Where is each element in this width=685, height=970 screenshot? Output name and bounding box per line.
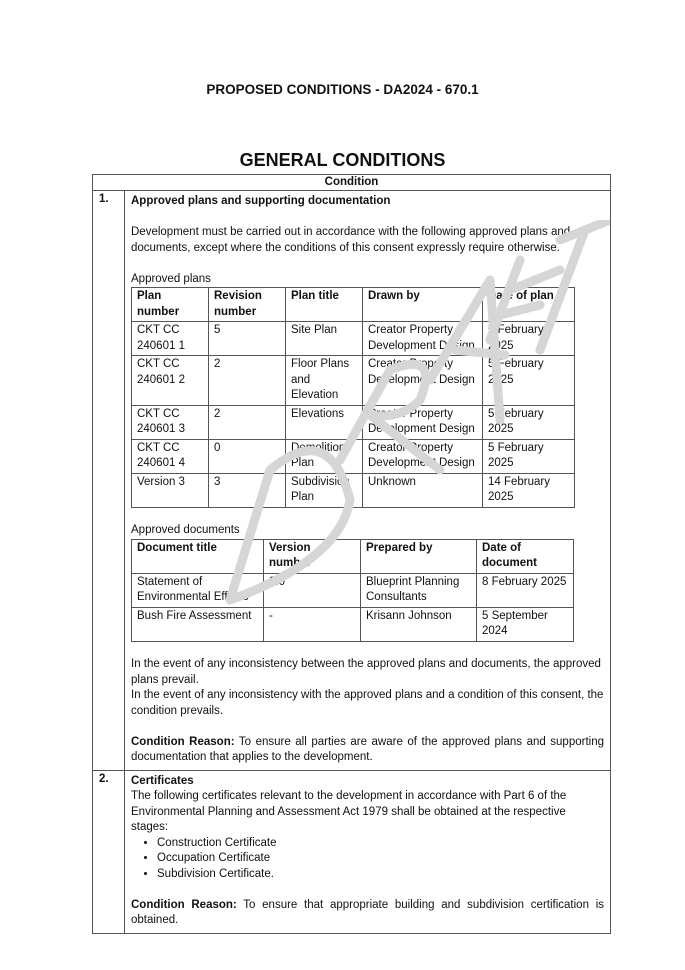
table-cell: 5 February 2025 <box>483 439 575 473</box>
table-cell: Elevations <box>286 405 363 439</box>
conditions-header-row <box>93 175 611 191</box>
table-cell: 5 February 2025 <box>483 356 575 406</box>
column-header: Plan number <box>132 288 209 322</box>
table-cell: Subdivision Plan <box>286 473 363 507</box>
table-cell: Site Plan <box>286 322 363 356</box>
approved-plans-label: Approved plans <box>131 272 211 285</box>
approved-plans-table <box>131 287 575 508</box>
table-cell: 5 September 2024 <box>477 607 574 641</box>
column-header: Drawn by <box>363 288 483 322</box>
table-cell: Blueprint Planning Consultants <box>361 573 477 607</box>
condition-reason <box>131 898 604 929</box>
table-cell: 3 <box>209 473 286 507</box>
table-cell: 5 February 2025 <box>483 322 575 356</box>
table-row <box>132 405 575 439</box>
table-cell: Creator Property Development Design <box>363 405 483 439</box>
column-header: Prepared by <box>361 539 477 573</box>
column-header: Plan title <box>286 288 363 322</box>
table-cell: 2 <box>209 356 286 406</box>
table-cell: Krisann Johnson <box>361 607 477 641</box>
column-header: Version number <box>264 539 361 573</box>
column-header: Date of document <box>477 539 574 573</box>
condition-title: Certificates <box>131 774 194 787</box>
condition-row-2 <box>93 770 611 933</box>
table-cell: Floor Plans and Elevation <box>286 356 363 406</box>
column-header: Date of plan <box>483 288 575 322</box>
table-cell: Version 3 <box>132 473 209 507</box>
table-cell: 5 <box>209 322 286 356</box>
list-item: • Subdivision Certificate. <box>157 867 604 883</box>
list-item: • Occupation Certificate <box>157 851 604 867</box>
certificate-list <box>131 836 604 883</box>
table-cell: CKT CC 240601 1 <box>132 322 209 356</box>
condition-body <box>125 770 611 933</box>
section-heading: GENERAL CONDITIONS <box>239 150 446 170</box>
table-row <box>132 473 575 507</box>
condition-intro: The following certificates relevant to the development in accordance with Part 6 of the Environmental Planning and Assessment Act 1979 shall be obtained at the respective stages: <box>131 790 567 833</box>
table-cell: CKT CC 240601 2 <box>132 356 209 406</box>
condition-row-1 <box>93 191 611 771</box>
table-row <box>132 439 575 473</box>
table-cell: Unknown <box>363 473 483 507</box>
condition-column-header: Condition <box>93 175 611 191</box>
table-cell: 2.0 <box>264 573 361 607</box>
table-row <box>132 573 574 607</box>
approved-documents-table <box>131 539 574 642</box>
condition-reason-text: To ensure all parties are aware of the approved plans and supporting documentation that applies to the development. <box>131 735 604 763</box>
table-header-row <box>132 539 574 573</box>
table-cell: Creator Property Development Design <box>363 322 483 356</box>
condition-reason <box>131 735 604 766</box>
table-cell: 2 <box>209 405 286 439</box>
table-cell: 0 <box>209 439 286 473</box>
condition-reason-text: To ensure that appropriate building and subdivision certification is obtained. <box>131 898 604 926</box>
table-cell: 5 February 2025 <box>483 405 575 439</box>
column-header: Revision number <box>209 288 286 322</box>
condition-title: Approved plans and supporting documentation <box>131 195 391 207</box>
inconsistency-plans-text: In the event of any inconsistency between the approved plans and documents, the approved plans prevail. <box>131 658 601 686</box>
condition-reason-label: Condition Reason: <box>131 898 237 911</box>
column-header: Document title <box>132 539 264 573</box>
list-item: • Construction Certificate <box>157 836 604 852</box>
table-cell: Bush Fire Assessment <box>132 607 264 641</box>
table-cell: 14 February 2025 <box>483 473 575 507</box>
table-cell: Statement of Environmental Effects <box>132 573 264 607</box>
table-row <box>132 607 574 641</box>
table-row <box>132 356 575 406</box>
condition-number: 2. <box>93 770 125 933</box>
table-cell: 8 February 2025 <box>477 573 574 607</box>
table-header-row <box>132 288 575 322</box>
table-cell: CKT CC 240601 4 <box>132 439 209 473</box>
condition-intro: Development must be carried out in accordance with the following approved plans and documents, except where the conditions of this consent expressly require otherwise. <box>131 226 571 254</box>
approved-documents-label: Approved documents <box>131 524 240 536</box>
condition-body <box>125 191 611 771</box>
table-cell: CKT CC 240601 3 <box>132 405 209 439</box>
inconsistency-condition-text: In the event of any inconsistency with the approved plans and a condition of this consent, the condition prevails. <box>131 689 604 717</box>
table-cell: Creator Property Development Design <box>363 439 483 473</box>
condition-reason-label: Condition Reason: <box>131 735 235 748</box>
conditions-table <box>92 174 611 934</box>
table-cell: Creator Property Development Design <box>363 356 483 406</box>
condition-number: 1. <box>93 191 125 771</box>
document-title: PROPOSED CONDITIONS - DA2024 - 670.1 <box>206 82 479 97</box>
table-row <box>132 322 575 356</box>
table-cell: Demolition Plan <box>286 439 363 473</box>
table-cell: - <box>264 607 361 641</box>
